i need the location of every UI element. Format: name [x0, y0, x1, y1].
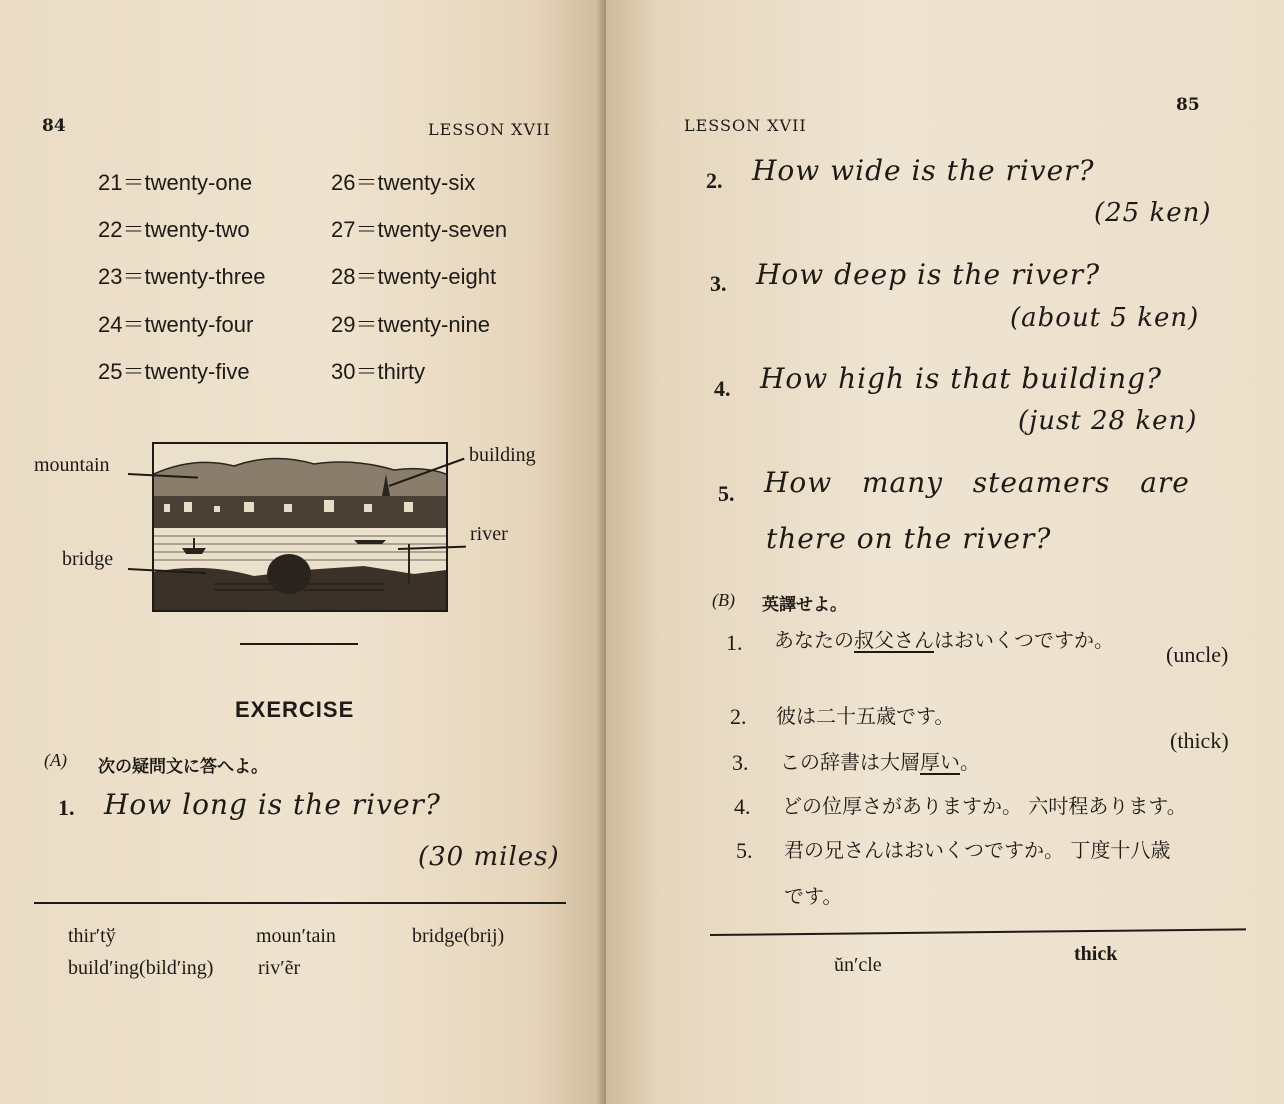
section-b-label: (B) — [712, 590, 735, 610]
translation-5-sentence-line-2: です。 — [784, 884, 843, 908]
pronunciation-bridge: bridge(brij) — [412, 925, 505, 947]
question-1-text: How long is the river? — [104, 788, 441, 821]
pronunciation-mountain: moun′tain — [256, 925, 336, 947]
engraving-image — [154, 444, 446, 610]
translation-2-number: 2. — [730, 704, 747, 729]
section-a-label: (A) — [44, 750, 67, 770]
question-5-text-line-1: How many steamers are — [764, 466, 1190, 499]
left-page — [0, 0, 606, 1104]
translation-5-sentence-line-1: 君の兄さんはおいくつですか。 丁度十八歳 — [784, 838, 1171, 862]
section-a-instruction: 次の疑問文に答へよ。 — [98, 757, 268, 777]
pronunciation-river: riv′ẽr — [258, 957, 301, 979]
number-word-28: 28＝twenty-eight — [331, 264, 497, 289]
translation-1-pre: あなたの — [774, 628, 854, 652]
question-4-number: 4. — [714, 376, 731, 401]
number-word-30: 30＝thirty — [331, 359, 426, 384]
question-2-number: 2. — [706, 168, 723, 193]
short-divider — [240, 643, 358, 645]
label-bridge: bridge — [62, 548, 114, 570]
label-building: building — [469, 444, 536, 466]
question-2-text: How wide is the river? — [752, 154, 1095, 187]
number-word-24: 24＝twenty-four — [98, 312, 254, 337]
translation-3-underlined: 厚い — [920, 750, 960, 774]
number-word-27: 27＝twenty-seven — [331, 217, 508, 242]
translation-1-post: はおいくつですか。 — [934, 628, 1114, 652]
translation-3-sentence — [780, 746, 980, 775]
running-header-left: LESSON XVII — [428, 120, 551, 139]
translation-4-number: 4. — [734, 794, 751, 819]
translation-2-sentence: 彼は二十五歳です。 — [776, 704, 955, 728]
river-town-illustration — [152, 442, 448, 612]
translation-3-post: 。 — [960, 750, 980, 774]
translation-1-underlined: 叔父さん — [854, 628, 934, 652]
translation-1-sentence — [774, 624, 1114, 653]
question-1-number: 1. — [58, 795, 75, 820]
pronunciation-uncle: ŭn′cle — [834, 954, 882, 976]
number-word-21: 21＝twenty-one — [98, 170, 253, 195]
right-page — [606, 0, 1284, 1104]
question-3-number: 3. — [710, 271, 727, 296]
question-4-text: How high is that building? — [760, 362, 1163, 395]
question-1-answer: (30 miles) — [418, 842, 560, 872]
footer-rule-left — [34, 902, 566, 904]
number-word-23: 23＝twenty-three — [98, 264, 266, 289]
running-header-right: LESSON XVII — [684, 116, 807, 135]
pronunciation-thick: thick — [1074, 943, 1118, 965]
number-word-25: 25＝twenty-five — [98, 359, 250, 384]
question-5-number: 5. — [718, 481, 735, 506]
translation-1-number: 1. — [726, 630, 743, 655]
number-word-26: 26＝twenty-six — [331, 170, 476, 195]
page-number-left: 84 — [42, 116, 66, 136]
translation-1-hint: (uncle) — [1166, 642, 1229, 667]
exercise-title: EXERCISE — [235, 697, 355, 722]
number-word-29: 29＝twenty-nine — [331, 312, 490, 337]
pronunciation-building: build′ing(bild′ing) — [68, 957, 214, 979]
section-b-instruction: 英譯せよ。 — [762, 595, 847, 615]
pronunciation-thirty: thir′tў — [68, 925, 116, 947]
label-mountain: mountain — [34, 454, 110, 476]
translation-5-number: 5. — [736, 838, 753, 863]
label-river: river — [470, 523, 508, 545]
page-number-right: 85 — [1176, 95, 1200, 115]
question-4-answer: (just 28 ken) — [1018, 406, 1198, 436]
number-word-22: 22＝twenty-two — [98, 217, 250, 242]
footer-rule-right — [710, 928, 1246, 936]
translation-3-pre: この辞書は大層 — [780, 750, 920, 774]
question-3-answer: (about 5 ken) — [1010, 303, 1200, 333]
translation-4-sentence: どの位厚さがありますか。 六吋程あります。 — [782, 794, 1187, 818]
question-3-text: How deep is the river? — [756, 258, 1101, 291]
translation-2-hint: (thick) — [1170, 728, 1229, 753]
translation-3-number: 3. — [732, 750, 749, 775]
question-5-text-line-2: there on the river? — [766, 522, 1052, 555]
question-2-answer: (25 ken) — [1094, 198, 1212, 228]
